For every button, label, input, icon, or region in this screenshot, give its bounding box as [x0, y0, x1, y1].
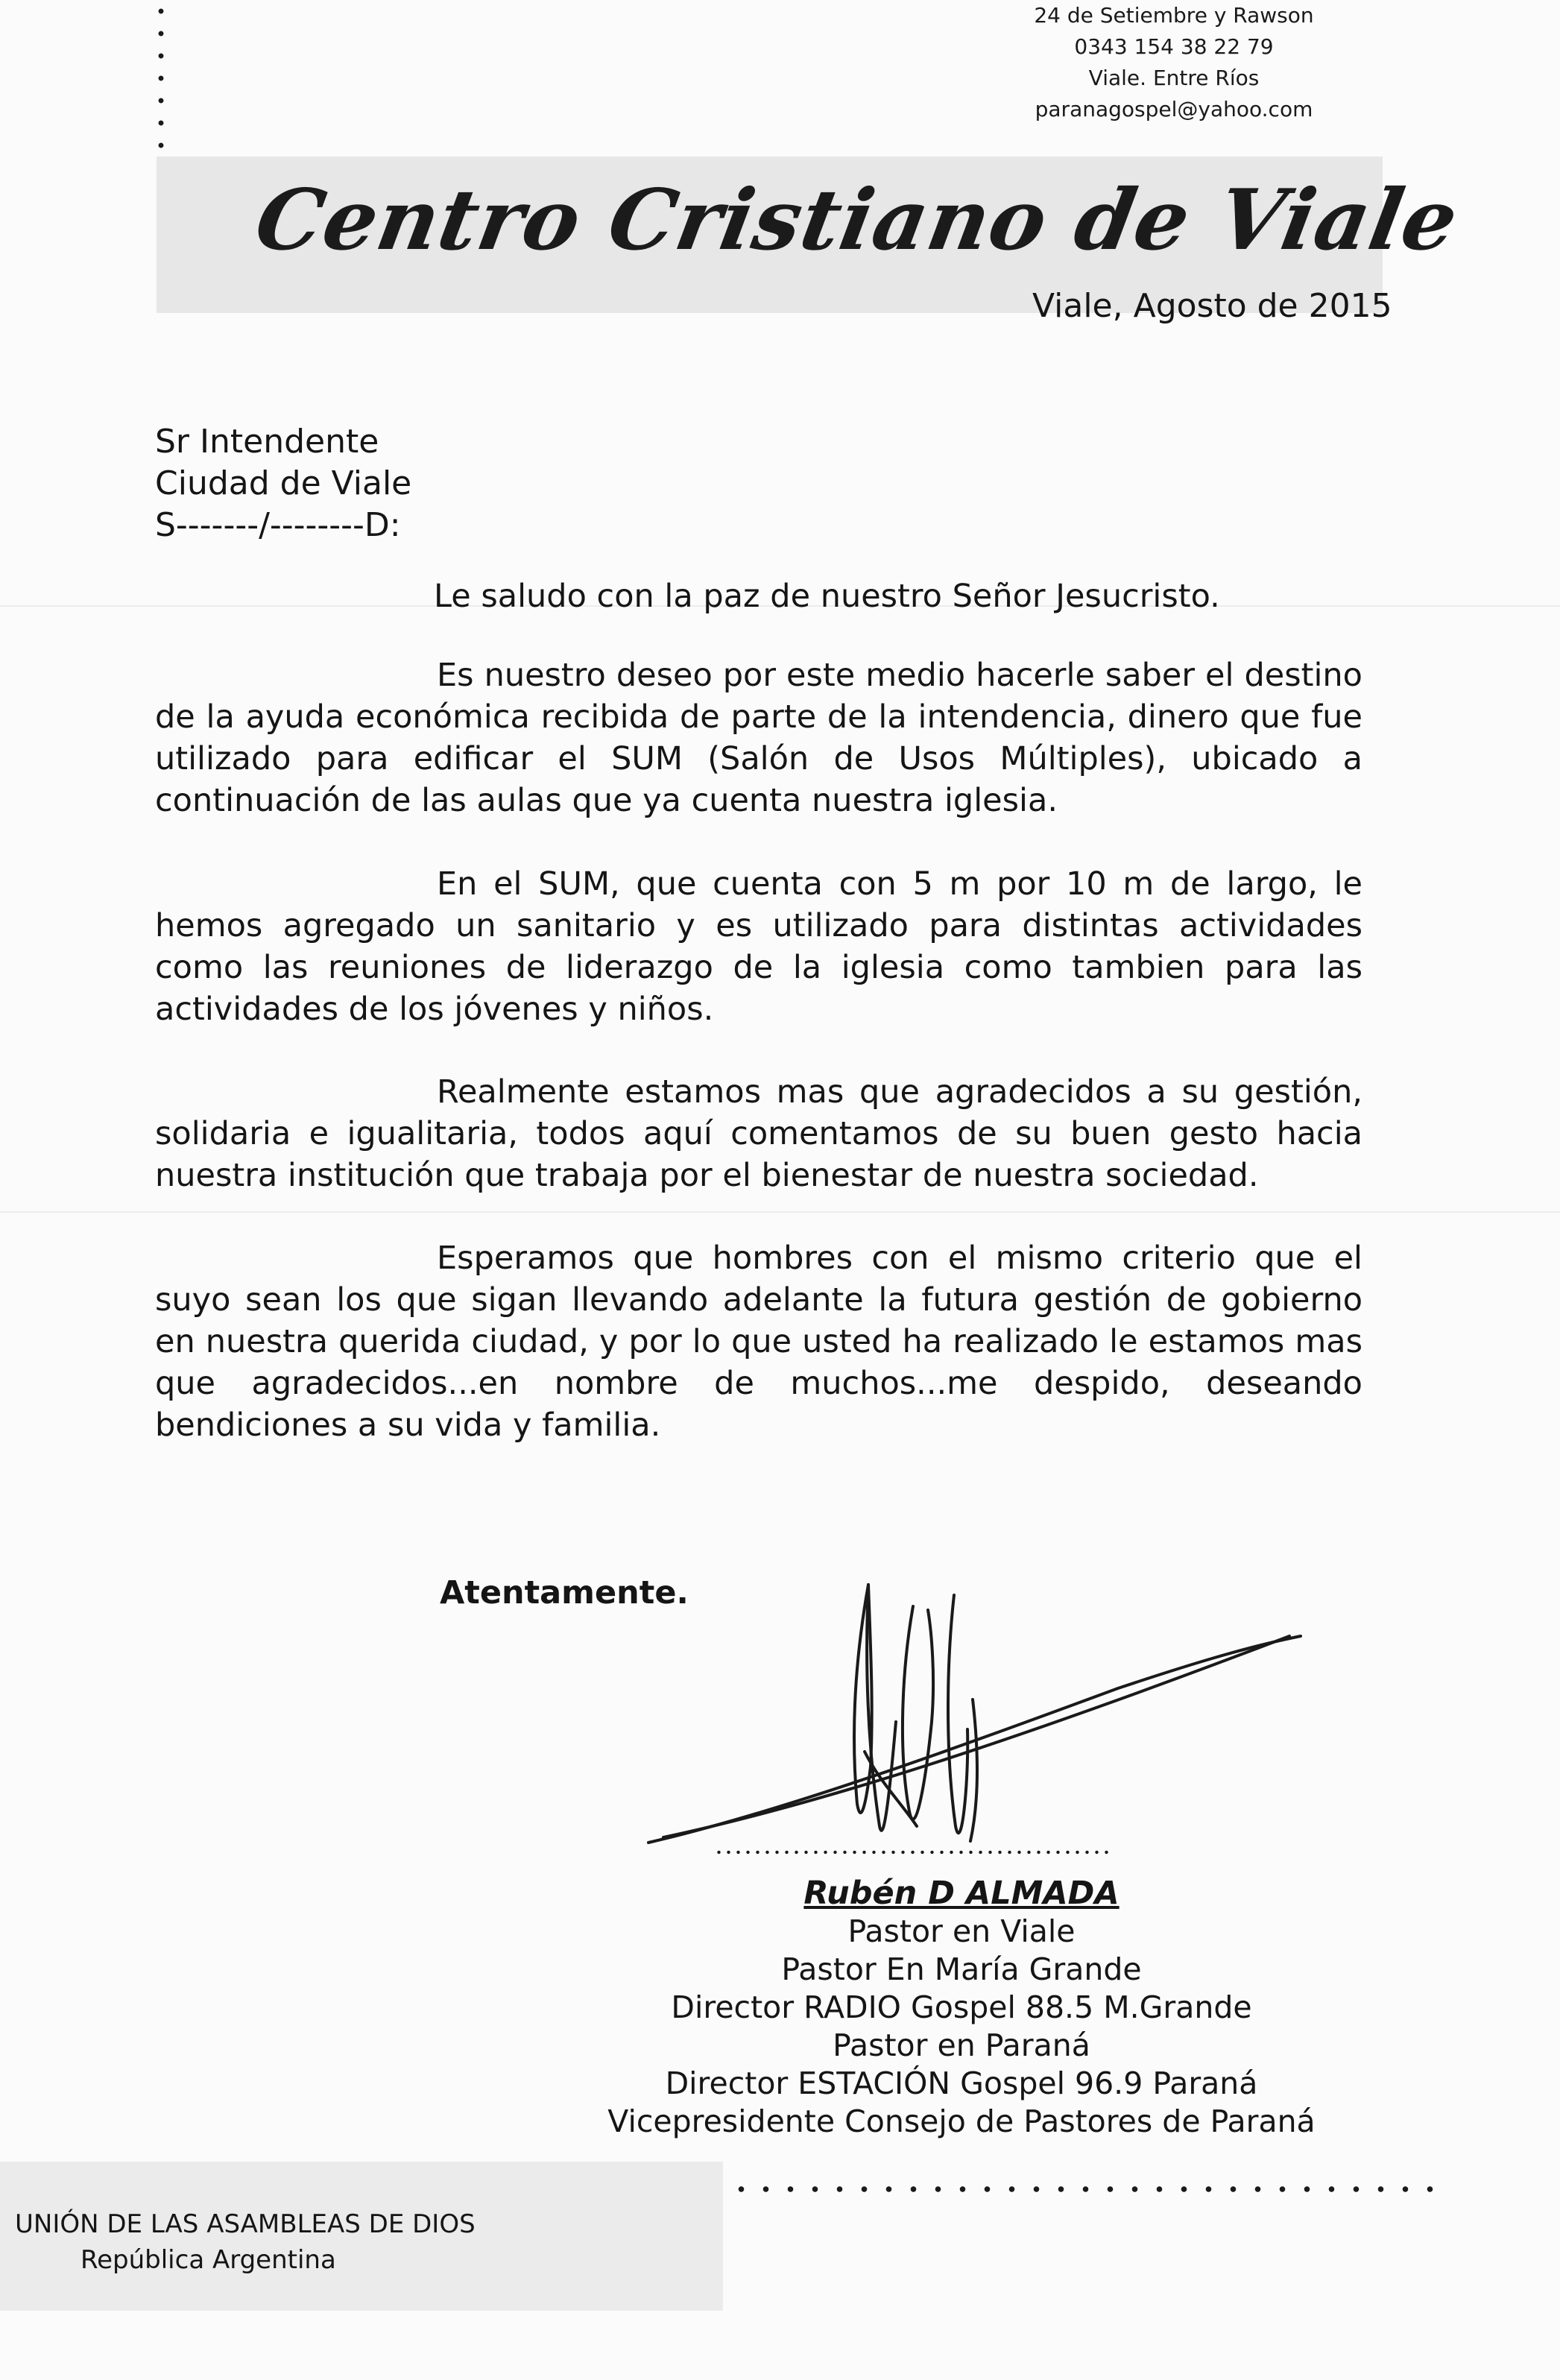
contact-address: 24 de Setiembre y Rawson	[1034, 3, 1314, 28]
church-logo: Centro Cristiano de Viale	[248, 171, 1465, 269]
recipient-sd: S-------/--------D:	[155, 506, 401, 544]
signer-block	[574, 1875, 1349, 2141]
signature-dotted-line	[714, 1850, 1109, 1855]
recipient-title: Sr Intendente	[155, 423, 379, 461]
dotted-divider-vertical	[158, 0, 164, 179]
greeting: Le saludo con la paz de nuestro Señor Jesucristo.	[434, 578, 1220, 615]
body-paragraph	[155, 1237, 1362, 1446]
paragraph-text: Es nuestro deseo por este medio hacerle saber el destino de la ayuda económica recibida de parte de la intendencia, dinero que fue utilizado para edificar el SUM (Salón de Usos Múltiples), ubicado a continuación de las aulas que ya cuenta nuestra iglesia.	[155, 657, 1362, 819]
body-paragraph	[155, 1071, 1362, 1196]
recipient-block	[155, 421, 411, 546]
footer-country: República Argentina	[80, 2245, 336, 2275]
signer-title: Pastor en Paraná	[833, 2027, 1090, 2063]
contact-block	[999, 0, 1349, 125]
signer-name: Rubén D ALMADA	[803, 1875, 1120, 1912]
contact-email: paranagospel@yahoo.com	[1035, 97, 1313, 121]
closing: Atentamente.	[440, 1574, 689, 1612]
contact-phone: 0343 154 38 22 79	[1074, 34, 1274, 59]
signer-title: Vicepresidente Consejo de Pastores de Paraná	[607, 2103, 1316, 2139]
handwritten-signature	[634, 1558, 1304, 1878]
body-paragraph	[155, 654, 1362, 821]
footer-org-block	[15, 2206, 476, 2278]
paragraph-text: Esperamos que hombres con el mismo criterio que el suyo sean los que sigan llevando adelante la futura gestión de gobierno en nuestra querida ciudad, y por lo que usted ha realizado le estamos mas que agradecidos...en nombre de muchos...me despido, deseando bendiciones a su vida y familia.	[155, 1240, 1362, 1444]
signer-title: Director RADIO Gospel 88.5 M.Grande	[671, 1989, 1252, 2025]
contact-city: Viale. Entre Ríos	[1088, 66, 1260, 90]
paragraph-text: En el SUM, que cuenta con 5 m por 10 m de largo, le hemos agregado un sanitario y es utilizado para distintas actividades como las reuniones de liderazgo de la iglesia como tambien para las actividades de los jóvenes y niños.	[155, 865, 1362, 1028]
body-paragraph	[155, 863, 1362, 1030]
signer-title: Director ESTACIÓN Gospel 96.9 Paraná	[665, 2065, 1258, 2101]
fold-crease	[0, 1211, 1560, 1213]
footer-org: UNIÓN DE LAS ASAMBLEAS DE DIOS	[15, 2209, 476, 2239]
letter-date: Viale, Agosto de 2015	[1032, 287, 1392, 325]
paragraph-text: Realmente estamos mas que agradecidos a su gestión, solidaria e igualitaria, todos aquí comentamos de su buen gesto hacia nuestra institución que trabaja por el bienestar de nuestra sociedad.	[155, 1073, 1362, 1194]
signer-title: Pastor En María Grande	[781, 1951, 1142, 1987]
signer-title: Pastor en Viale	[847, 1913, 1076, 1949]
recipient-city: Ciudad de Viale	[155, 464, 412, 502]
